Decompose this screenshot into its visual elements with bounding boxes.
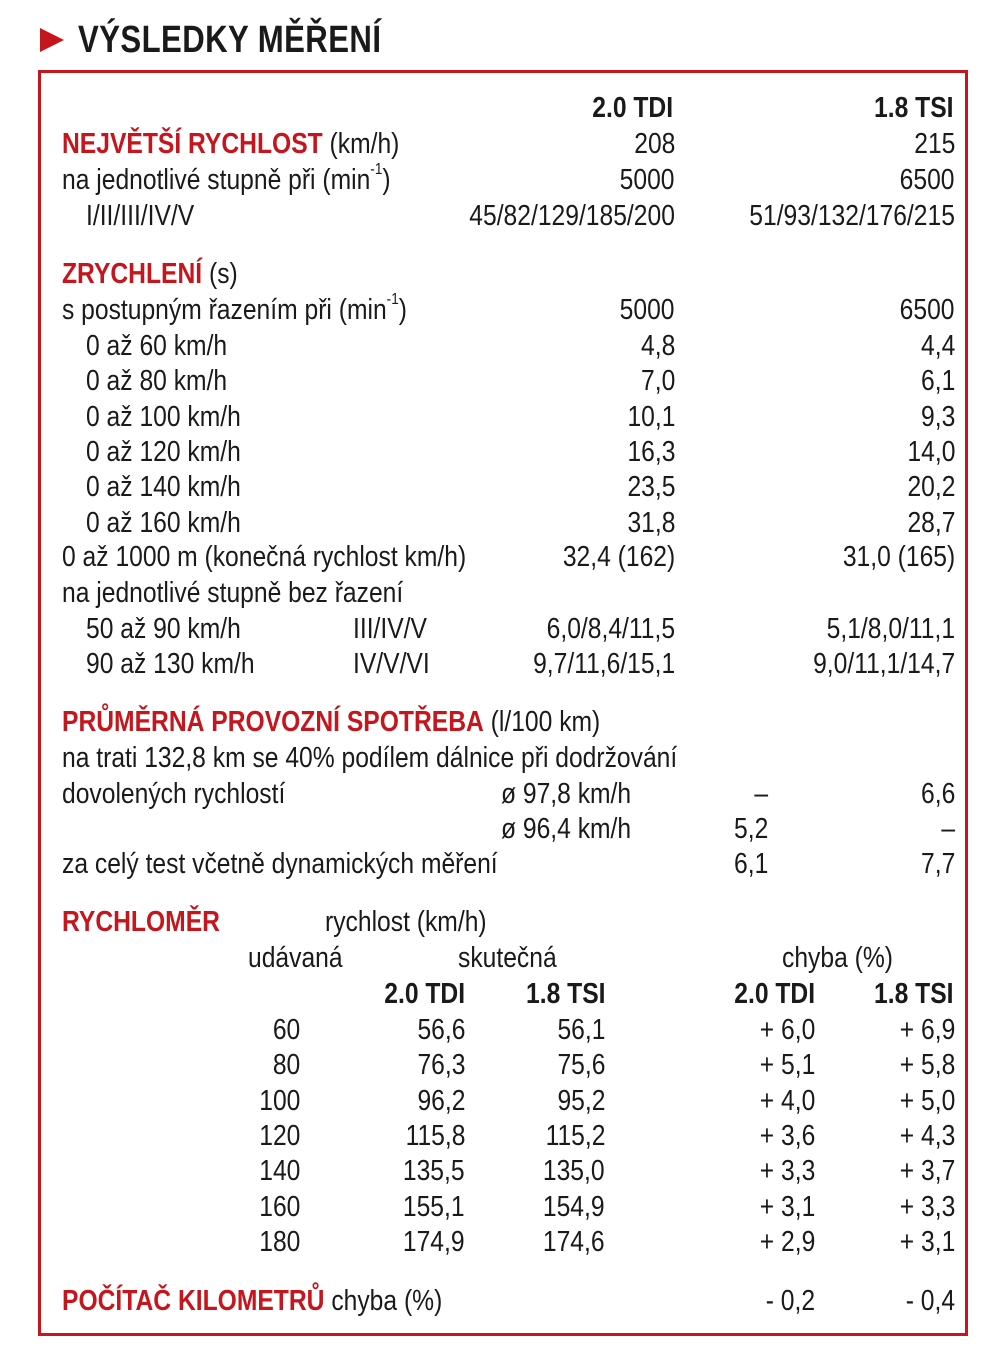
consumption-heading: PRŮMĚRNÁ PROVOZNÍ SPOTŘEBA (l/100 km) [62,706,601,738]
speedometer-row-error-tdi: + 3,3 [759,1155,815,1188]
consumption-speed1-tdi: – [754,778,768,810]
speedometer-row-indicated: 80 [272,1049,300,1082]
col-header-tsi: 1.8 TSI [873,92,953,124]
max-speed-gears-label: na jednotlivé stupně při $(\min^{-1})$ [62,161,391,196]
elastic-row-gears: III/IV/V [353,613,427,645]
speedometer-actual: skutečná [458,942,557,974]
speedometer-row-actual-tsi: 56,1 [557,1014,605,1046]
odometer-tsi: - 0,4 [905,1285,955,1317]
consumption-speed2: ø 96,4 km/h [500,813,631,845]
speedometer-row-actual-tdi: 155,1 [403,1190,465,1223]
elastic-row-tsi: 5,1/8,0/11,1 [826,613,955,645]
speedometer-row-indicated: 160 [258,1190,300,1223]
odometer-heading: POČÍTAČ KILOMETRŮ chyba (%) [62,1285,443,1317]
consumption-speed1: ø 97,8 km/h [500,778,631,810]
speedometer-col-actual-tsi: 1.8 TSI [525,978,605,1010]
speedometer-col-error-tsi: 1.8 TSI [873,978,953,1010]
max-speed-gear-names: I/II/III/IV/V [86,200,195,232]
speedometer-row-indicated: 120 [258,1119,300,1152]
speedometer-row-error-tsi: + 5,0 [899,1084,955,1117]
acceleration-rpm-tdi: 5000 [620,294,675,326]
acceleration-row-tdi: 10,1 [627,400,675,433]
speedometer-row-error-tdi: + 5,1 [759,1049,815,1082]
acceleration-rpm-tsi: 6500 [900,294,955,326]
acceleration-km-tsi: 31,0 (165) [842,541,955,573]
speedometer-heading: RYCHLOMĚR [62,906,220,938]
acceleration-row-label: 0 až 120 km/h [86,435,241,468]
acceleration-row-tsi: 4,4 [920,330,955,362]
acceleration-row-label: 0 až 60 km/h [86,330,228,362]
speedometer-row-error-tsi: + 3,3 [899,1190,955,1223]
consumption-total-tsi: 7,7 [920,848,955,880]
title-text: VÝSLEDKY MĚŘENÍ [78,18,382,61]
max-speed-heading: NEJVĚTŠÍ RYCHLOST (km/h) [62,128,400,160]
speedometer-row-actual-tdi: 76,3 [417,1049,465,1082]
speedometer-row-error-tdi: + 3,1 [759,1190,815,1223]
odometer-tdi: - 0,2 [765,1285,815,1317]
speedometer-row-error-tdi: + 6,0 [759,1014,815,1046]
acceleration-row-tsi: 9,3 [920,400,955,433]
max-speed-gears-tsi: 51/93/132/176/215 [749,200,955,232]
consumption-speed2-tdi: 5,2 [733,813,768,845]
consumption-speed1-tsi: 6,6 [920,778,955,810]
max-speed-rpm-tdi: 5000 [620,164,675,196]
col-header-tdi: 2.0 TDI [592,92,673,124]
speedometer-row-actual-tsi: 115,2 [545,1119,605,1152]
max-speed-tdi: 208 [633,128,675,160]
acceleration-row-tdi: 23,5 [627,471,675,504]
max-speed-tsi: 215 [913,128,955,160]
speedometer-row-error-tdi: + 2,9 [759,1225,815,1258]
consumption-speed2-tsi: – [941,813,955,845]
acceleration-heading: ZRYCHLENÍ (s) [62,258,238,290]
speedometer-col-actual-tdi: 2.0 TDI [384,978,465,1010]
speedometer-row-actual-tsi: 135,0 [543,1155,605,1188]
speedometer-row-actual-tdi: 174,9 [403,1225,465,1258]
acceleration-km-label: 0 až 1000 m (konečná rychlost km/h) [62,541,467,573]
speedometer-row-error-tsi: + 3,1 [899,1225,955,1258]
acceleration-km-tdi: 32,4 (162) [562,541,675,573]
elastic-row-gears: IV/V/VI [353,648,430,680]
consumption-total-label: za celý test včetně dynamických měření [62,848,498,880]
speedometer-row-error-tsi: + 6,9 [899,1014,955,1046]
consumption-total-tdi: 6,1 [733,848,768,880]
speedometer-row-error-tdi: + 4,0 [759,1084,815,1117]
speedometer-row-error-tsi: + 5,8 [899,1049,955,1082]
acceleration-row-tsi: 28,7 [907,506,955,539]
acceleration-row-tdi: 4,8 [640,330,675,362]
speedometer-row-actual-tsi: 154,9 [543,1190,605,1223]
acceleration-row-tdi: 31,8 [627,506,675,539]
acceleration-nogear-label: na jednotlivé stupně bez řazení [62,577,404,609]
speedometer-row-indicated: 60 [272,1014,300,1046]
speedometer-row-actual-tdi: 135,5 [403,1155,465,1188]
acceleration-row-label: 0 až 140 km/h [86,471,241,504]
speedometer-speed-unit: rychlost (km/h) [325,906,487,938]
elastic-row-tdi: 9,7/11,6/15,1 [532,648,675,680]
elastic-row-label: 90 až 130 km/h [86,648,255,680]
page-title [40,12,448,68]
consumption-line2: dovolených rychlostí [62,778,286,810]
triangle-arrow-icon [40,28,64,52]
acceleration-row-tdi: 16,3 [627,435,675,468]
speedometer-row-error-tdi: + 3,6 [759,1119,815,1152]
acceleration-row-label: 0 až 160 km/h [86,506,241,539]
speedometer-col-error-tdi: 2.0 TDI [734,978,815,1010]
acceleration-row-label: 0 až 80 km/h [86,365,228,398]
acceleration-row-label: 0 až 100 km/h [86,400,241,433]
acceleration-row-tsi: 14,0 [907,435,955,468]
speedometer-row-error-tsi: + 3,7 [899,1155,955,1188]
speedometer-row-actual-tsi: 95,2 [557,1084,605,1117]
speedometer-row-indicated: 100 [258,1084,300,1117]
max-speed-rpm-tsi: 6500 [900,164,955,196]
speedometer-row-indicated: 180 [258,1225,300,1258]
max-speed-gears-tdi: 45/82/129/185/200 [469,200,675,232]
speedometer-row-actual-tdi: 115,8 [405,1119,465,1152]
acceleration-row-tsi: 20,2 [907,471,955,504]
speedometer-row-indicated: 140 [258,1155,300,1188]
elastic-row-tdi: 6,0/8,4/11,5 [546,613,675,645]
acceleration-shift-label: s postupným řazením při $(\min^{-1})$ [62,291,407,326]
speedometer-error: chyba (%) [782,942,893,974]
speedometer-row-actual-tsi: 75,6 [557,1049,605,1082]
speedometer-row-actual-tdi: 56,6 [417,1014,465,1046]
speedometer-indicated: udávaná [248,942,343,974]
elastic-row-tsi: 9,0/11,1/14,7 [812,648,955,680]
consumption-line1: na trati 132,8 km se 40% podílem dálnice při dodržování [62,742,678,774]
elastic-row-label: 50 až 90 km/h [86,613,241,645]
speedometer-row-actual-tsi: 174,6 [543,1225,605,1258]
acceleration-row-tdi: 7,0 [640,365,675,398]
speedometer-row-actual-tdi: 96,2 [417,1084,465,1117]
acceleration-row-tsi: 6,1 [920,365,955,398]
speedometer-row-error-tsi: + 4,3 [899,1119,955,1152]
